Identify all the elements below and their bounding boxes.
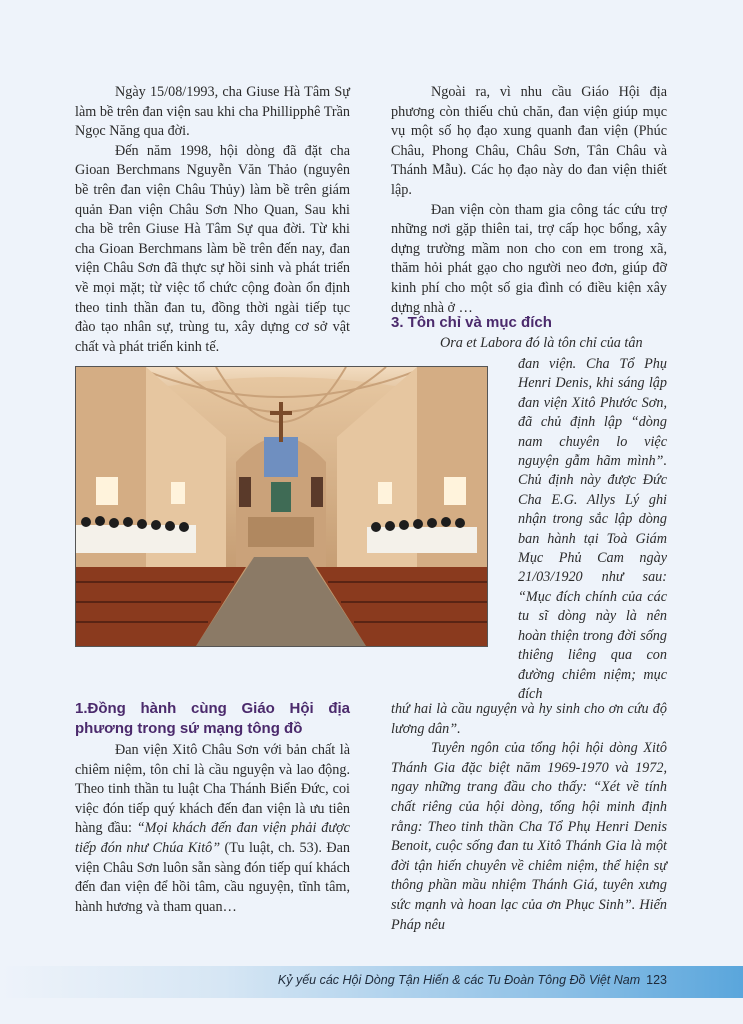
church-interior-photo bbox=[75, 366, 488, 647]
quote-italic: “Mọi khách đến đan viện phải được tiếp đón như Chúa Kitô” bbox=[75, 820, 350, 856]
page-number: 123 bbox=[646, 973, 667, 987]
paragraph bbox=[75, 741, 350, 917]
right-column-bottom bbox=[391, 700, 667, 935]
section3-first-line: Ora et Labora đó là tôn chỉ của tân bbox=[440, 335, 643, 351]
paragraph: Ngoài ra, vì nhu cầu Giáo Hội địa phương còn thiếu chủ chăn, đan viện giúp mục vụ một số họ đạo xung quanh đan viện (Phúc Châu, Phong Châu, Châu Sơn, Tân Châu và Thánh Mẫu). Các họ đạo này do đan viện thiết lập. bbox=[391, 84, 667, 198]
paragraph: Đến năm 1998, hội dòng đã đặt cha Gioan Berchmans Nguyễn Văn Thảo (nguyên bề trên đan viện Châu Thủy) làm bề trên giám quản Đan viện Châu Sơn Nho Quan, Sau khi cha bề trên Giuse Hà Tâm Sự qua đời. Từ khi cha Gioan Berchmans làm bề trên đến nay, đan viện Châu Sơn đã thực sự hồi sinh và phát triển về mọi mặt; từ việc tổ chức cộng đoàn ổn định theo tinh thần đan tu, đồng thời ngài tiếp tục đào tạo nhân sự, trùng tu, xây dựng cơ sở vật chất và phát triển kinh tế. bbox=[75, 142, 350, 355]
section-heading-1: 1.Đồng hành cùng Giáo Hội địa phương trong sứ mạng tông đồ bbox=[75, 700, 350, 737]
left-column-bottom bbox=[75, 741, 350, 917]
church-interior-illustration bbox=[76, 367, 487, 646]
text-run: (Tu luật, ch. 53). Đan viện Châu Sơn luôn sẵn sàng đón tiếp quí khách đến đan viện để hồi tâm, cầu nguyện, tĩnh tâm, hành hương và tham quan… bbox=[75, 839, 350, 915]
paragraph: Tuyên ngôn của tổng hội hội dòng Xitô Thánh Gia đặc biệt năm 1969-1970 và 1972, ngay những trang đầu cho thấy: “Xét về tính chất riêng của hội dòng, tổng hội minh định rằng: Theo tinh thần Cha Tổ Phụ Henri Denis Benoit, cuộc sống đan tu Xitô Thánh Gia là một đời tận hiến chuyên về chiêm niệm, thể hiện sự thông phần mầu nhiệm Thánh Giá, tuyên xưng sức mạnh và hoan lạc của ơn Phục Sinh”. Hiến Pháp nêu bbox=[391, 740, 667, 933]
footer-title: Kỷ yếu các Hội Dòng Tận Hiến & các Tu Đoàn Tông Đồ Việt Nam bbox=[277, 973, 641, 987]
footer bbox=[278, 973, 667, 987]
paragraph: Ngày 15/08/1993, cha Giuse Hà Tâm Sự làm bề trên đan viện sau khi cha Phillipphê Trần Ngọc Năng qua đời. bbox=[75, 84, 350, 140]
paragraph: thứ hai là cầu nguyện và hy sinh cho ơn cứu độ lương dân”. bbox=[391, 701, 667, 737]
section3-wrapped-text: đan viện. Cha Tổ Phụ Henri Denis, khi sáng lập đan viện Xitô Phước Sơn, đã chủ định lập “dòng nam chuyên lo việc nguyện gẫm hãm mình”. Chủ định này được Đức Cha E.G. Allys Lý ghi nhận trong sắc lập dòng ban hành tại Toà Giám Mục Phủ Cam ngày 21/03/1920 như sau: “Mục đích chính của các tu sĩ dòng này là nên hoàn thiện trong đời sống thiêng liêng qua con đường chiêm niệm; mục đích bbox=[518, 356, 667, 702]
section-heading-3: 3. Tôn chỉ và mục đích bbox=[391, 314, 552, 331]
paragraph: Đan viện còn tham gia công tác cứu trợ những nơi gặp thiên tai, trợ cấp học bổng, xây dựng trường mầm non cho con em trong xã, thăm hỏi phát gạo cho người neo đơn, giúp đỡ kinh phí cho một số gia đình có điều kiện xây dựng nhà ở … bbox=[391, 201, 667, 316]
left-column-top bbox=[75, 83, 350, 357]
right-column-top bbox=[391, 83, 667, 318]
text-run: Đan viện Xitô Châu Sơn với bản chất là chiêm niệm, tôn chỉ là cầu nguyện và lao động. Theo tinh thần tu luật Cha Thánh Biển Đức, coi việc đón tiếp quý khách đến đan viện là ưu tiên hàng đầu: bbox=[75, 742, 350, 837]
